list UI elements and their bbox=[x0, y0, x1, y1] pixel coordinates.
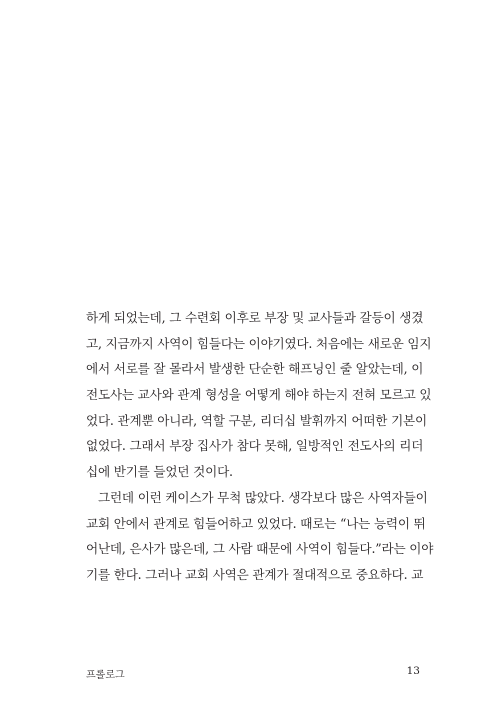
running-footer-title: 프롤로그 bbox=[86, 670, 125, 681]
body-text bbox=[86, 305, 434, 588]
text-line: 전도사는 교사와 관계 형성을 어떻게 해야 하는지 전혀 모르고 있 bbox=[86, 387, 432, 403]
text-line-indented: 그런데 이런 케이스가 무척 많았다. 생각보다 많은 사역자들이 bbox=[98, 489, 428, 505]
text-line: 십에 반기를 들었던 것이다. bbox=[86, 464, 233, 480]
text-line: 교회 안에서 관계로 힘들어하고 있었다. 때로는 “나는 능력이 뛰 bbox=[86, 515, 426, 531]
text-line: 에서 서로를 잘 몰라서 발생한 단순한 해프닝인 줄 알았는데, 이 bbox=[86, 361, 424, 377]
text-line: 고, 지금까지 사역이 힘들다는 이야기였다. 처음에는 새로운 임지 bbox=[86, 335, 432, 351]
page-number: 13 bbox=[406, 665, 420, 677]
text-line: 하게 되었는데, 그 수련회 이후로 부장 및 교사들과 갈등이 생겼 bbox=[86, 310, 424, 325]
text-line: 없었다. 그래서 부장 집사가 참다 못해, 일방적인 전도사의 리더 bbox=[86, 438, 424, 454]
text-line: 었다. 관계뿐 아니라, 역할 구분, 리더십 발휘까지 어떠한 기본이 bbox=[86, 412, 427, 428]
text-line: 기를 한다. 그러나 교회 사역은 관계가 절대적으로 중요하다. 교 bbox=[86, 566, 424, 582]
text-line: 어난데, 은사가 많은데, 그 사람 때문에 사역이 힘들다.”라는 이야 bbox=[86, 541, 434, 557]
